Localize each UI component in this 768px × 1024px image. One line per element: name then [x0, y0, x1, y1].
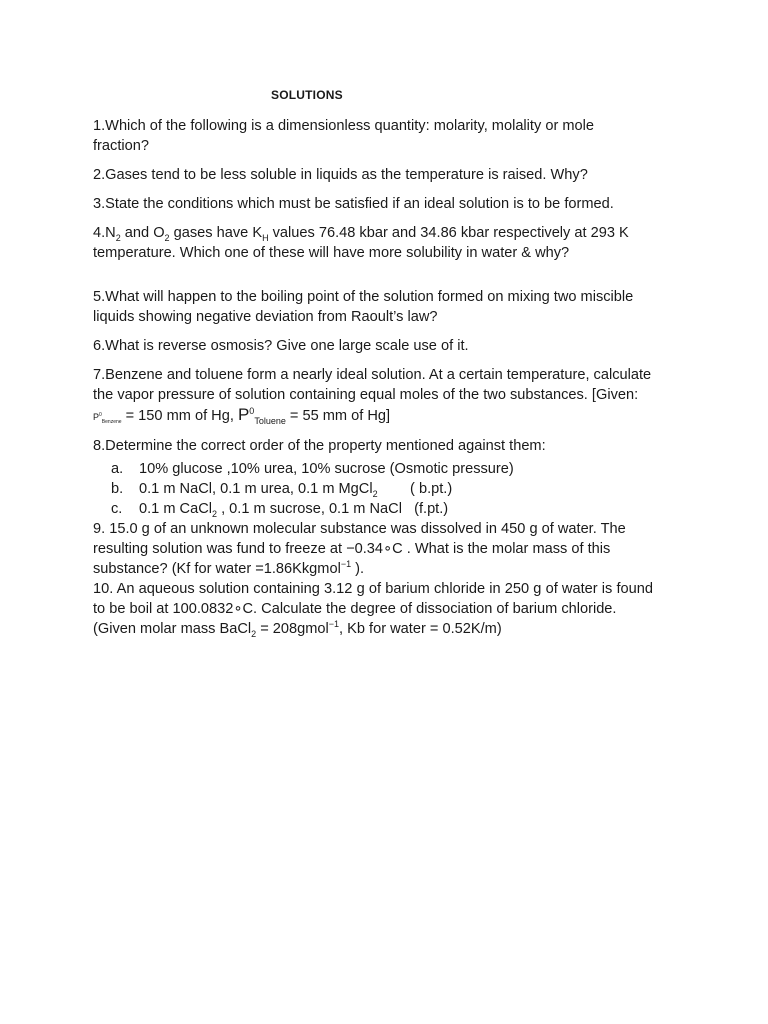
q4-mid1: and O — [120, 225, 165, 241]
question-2: 2.Gases tend to be less soluble in liquids as the temperature is raised. Why? — [93, 167, 588, 183]
question-10: 10. An aqueous solution containing 3.12 g of barium chloride in 250 g of water is found to be boil at 100.0832∘C. Calculate the degree of dissociation of barium chloride. — [93, 581, 653, 617]
question-5: 5.What will happen to the boiling point of the solution formed on mixing two miscible liquids showing negative deviation from Raoult’s law? — [93, 289, 634, 325]
q8-text: 8.Determine the correct order of the property mentioned against them: — [93, 438, 546, 454]
question-8 — [93, 436, 653, 519]
q7-p-benzene: $P^0_{Benzene}$ — [93, 412, 122, 425]
q4-rest: values 76.48 kbar and 34.86 kbar respectively at 293 K temperature. Which one of these will have more solubility in water & why? — [93, 225, 629, 261]
question-3: 3.State the conditions which must be satisfied if an ideal solution is to be formed. — [93, 196, 614, 212]
q8-option-b: b. 0.1 m NaCl, 0.1 m urea, 0.1 m MgCl$_2$ ( b.pt.) — [111, 481, 453, 499]
q4-mid2: gases have K — [169, 225, 263, 241]
question-1: 1.Which of the following is a dimensionless quantity: molarity, molality or mole fraction? — [93, 118, 594, 154]
question-9: 9. 15.0 g of an unknown molecular substance was dissolved in 450 g of water. The resulting solution was fund to freeze at −0.34∘C . What is the molar mass of this substance? (Kf for water =1.86Kkgmol$^{-1}$ ). — [93, 521, 626, 577]
q4-prefix: 4.N — [93, 225, 116, 241]
q7-p-toluene: $P^0_{Toluene}$ — [237, 405, 286, 426]
q4-sub-n2: 2 — [115, 232, 121, 243]
q7-end: = 55 mm of Hg] — [285, 408, 391, 424]
q8-options — [93, 459, 653, 519]
q7-mid: = 150 mm of Hg, — [121, 408, 238, 424]
page-title: SOLUTIONS — [271, 88, 343, 102]
question-7 — [93, 365, 653, 427]
question-list — [93, 116, 653, 639]
question-10-given: (Given molar mass BaCl$_2$ = 208gmol$^{-1}$, Kb for water = 0.52K/m) — [93, 619, 502, 639]
q4-sub-o2: 2 — [164, 232, 170, 243]
q7-text: 7.Benzene and toluene form a nearly ideal solution. At a certain temperature, calculate the vapor pressure of solution containing equal moles of the two substances. [Given: — [93, 367, 652, 403]
question-4 — [93, 223, 653, 263]
q4-sub-h: H — [262, 232, 269, 243]
question-6: 6.What is reverse osmosis? Give one large scale use of it. — [93, 338, 469, 354]
q8-option-c: c. 0.1 m CaCl$_2$ , 0.1 m sucrose, 0.1 m NaCl (f.pt.) — [111, 501, 449, 519]
q8-option-a: a. 10% glucose ,10% urea, 10% sucrose (Osmotic pressure) — [111, 461, 514, 477]
